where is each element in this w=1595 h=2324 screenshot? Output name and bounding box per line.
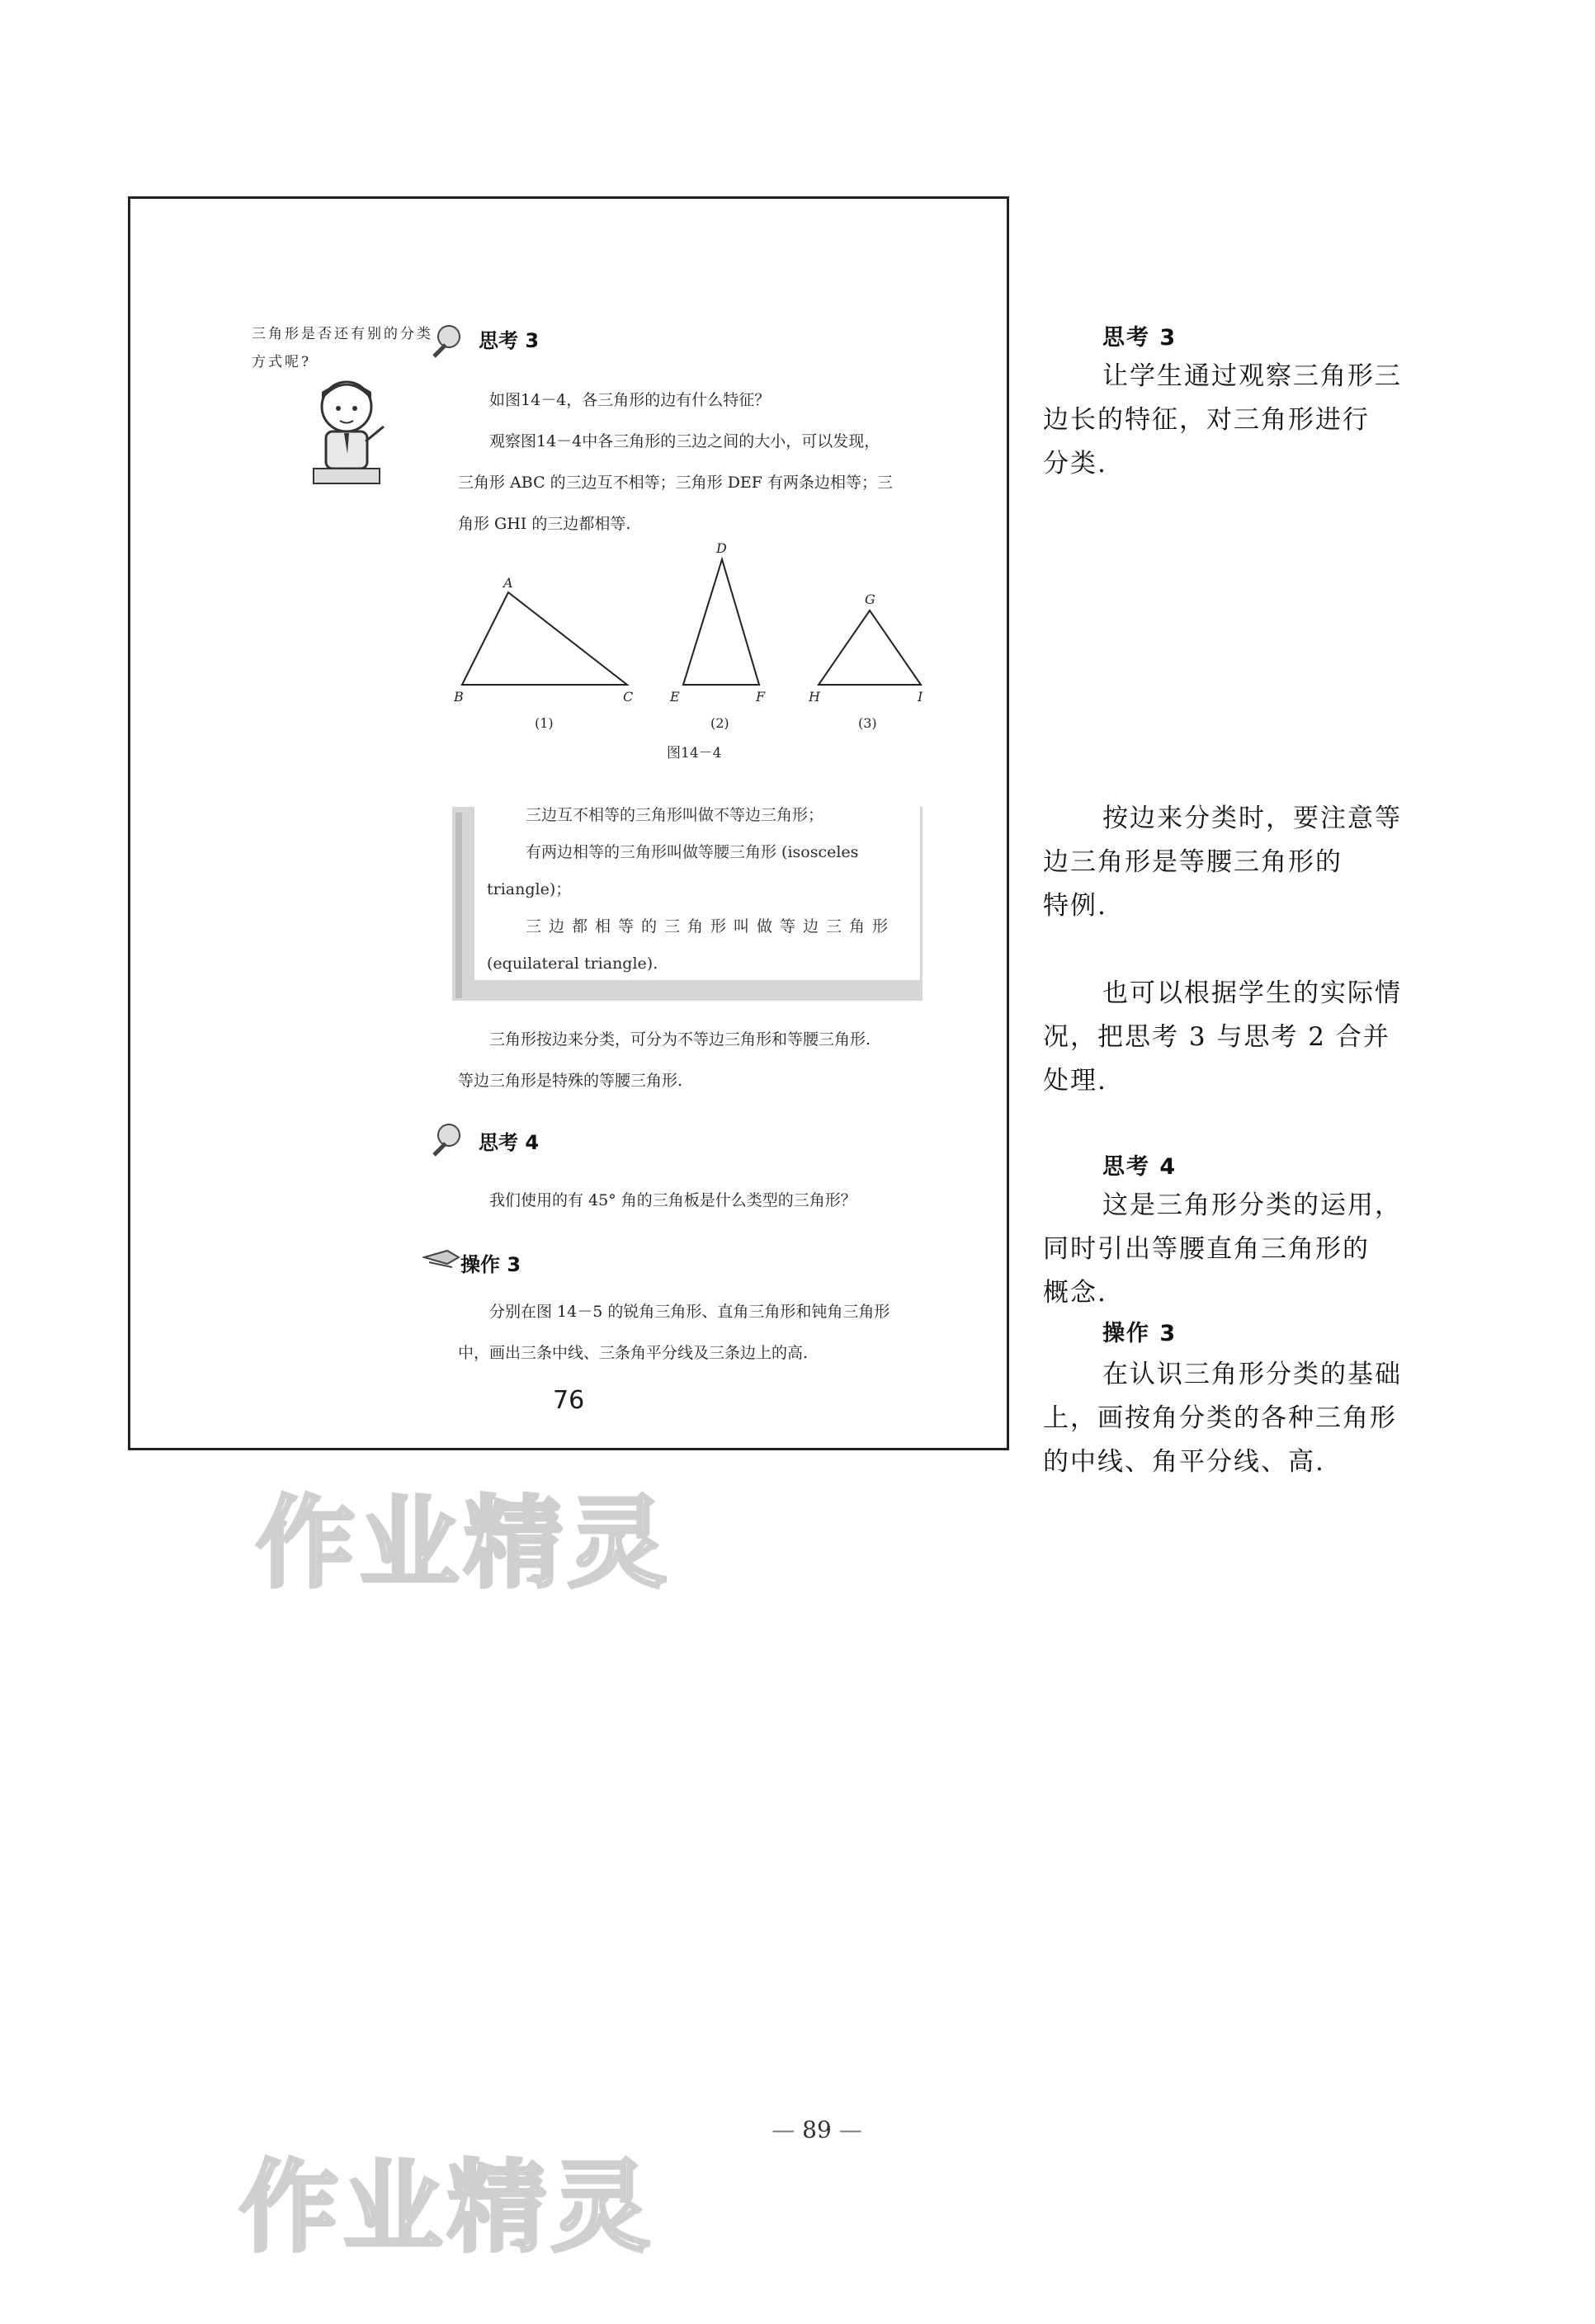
margin-note-line: 特例. xyxy=(1043,891,1107,921)
figure-caption: 图14－4 xyxy=(667,745,722,761)
op3-line-1: 分别在图 14－5 的锐角三角形、直角三角形和钝角三角形 xyxy=(489,1303,890,1321)
margin-note-line: 也可以根据学生的实际情 xyxy=(1102,978,1402,1008)
book-page-number: 76 xyxy=(553,1386,585,1415)
margin-note-think4 xyxy=(1043,1151,1431,1484)
vertex-d: D xyxy=(716,540,727,556)
margin-note-line: 边三角形是等腰三角形的 xyxy=(1043,847,1343,877)
vertex-g: G xyxy=(865,592,875,607)
summary xyxy=(458,1019,953,1101)
def-isosceles-a: 有两边相等的三角形叫做等腰三角形 (isosceles xyxy=(526,843,859,861)
margin-think3-line: 边长的特征，对三角形进行 xyxy=(1043,405,1370,435)
pencil-hand-icon xyxy=(422,1246,460,1269)
think3-observe-1: 观察图14－4中各三角形的三边之间的大小，可以发现， xyxy=(489,432,880,450)
figure-label-3: (3) xyxy=(858,715,877,731)
think3-observe-2: 三角形 ABC 的三边互不相等；三角形 DEF 有两条边相等；三 xyxy=(458,474,894,492)
margin-think3-line: 让学生通过观察三角形三 xyxy=(1102,361,1402,391)
vertex-b: B xyxy=(454,689,464,705)
think3-question: 如图14－4，各三角形的边有什么特征？ xyxy=(489,391,771,409)
think4-heading: 思考 4 xyxy=(479,1131,540,1154)
op3-body xyxy=(458,1291,953,1374)
margin-op3-line: 上，画按角分类的各种三角形 xyxy=(1043,1403,1397,1433)
margin-think4-line: 这是三角形分类的运用， xyxy=(1102,1190,1402,1220)
def-equilateral-b: (equilateral triangle). xyxy=(487,955,658,973)
margin-note-line: 按边来分类时，要注意等 xyxy=(1102,804,1402,833)
vertex-f: F xyxy=(756,689,766,705)
think3-body xyxy=(458,379,953,544)
margin-op3-line: 的中线、角平分线、高. xyxy=(1043,1447,1325,1477)
lightbulb-icon xyxy=(429,1122,462,1158)
footer-page-value: 89 xyxy=(802,2116,832,2143)
definition-box xyxy=(474,797,920,980)
figure-14-4 xyxy=(446,536,957,767)
margin-note-line: 况，把思考 3 与思考 2 合并 xyxy=(1043,1022,1390,1052)
think3-observe-3: 角形 GHI 的三边都相等. xyxy=(458,515,631,533)
figure-label-1: (1) xyxy=(535,715,554,731)
def-equilateral-a: 三边都相等的三角形叫做等边三角形 xyxy=(526,917,896,936)
summary-line-1: 三角形按边来分类，可分为不等边三角形和等腰三角形. xyxy=(489,1030,871,1049)
watermark: 作业精灵 xyxy=(239,2151,655,2265)
triangle-def xyxy=(669,540,766,731)
margin-note-special-case xyxy=(1043,797,1431,928)
op3-heading: 操作 3 xyxy=(460,1253,521,1276)
figure-label-2: (2) xyxy=(710,715,729,731)
triangle-ghi xyxy=(808,592,923,731)
vertex-i: I xyxy=(918,689,923,705)
op3-line-2: 中，画出三条中线、三条角平分线及三条边上的高. xyxy=(458,1344,809,1362)
think3-heading: 思考 3 xyxy=(479,329,540,352)
vertex-a: A xyxy=(503,575,513,591)
margin-think3-line: 分类. xyxy=(1043,449,1107,478)
watermark: 作业精灵 xyxy=(256,1487,672,1601)
vertex-e: E xyxy=(670,689,680,705)
vertex-h: H xyxy=(809,689,820,705)
triangle-abc xyxy=(453,575,633,731)
think4-question: 我们使用的有 45° 角的三角板是什么类型的三角形？ xyxy=(489,1191,856,1209)
footer-page-number: — 89 — xyxy=(772,2116,862,2143)
margin-note-merge xyxy=(1043,972,1431,1103)
margin-note-think3 xyxy=(1043,322,1431,486)
def-isosceles-b: triangle)； xyxy=(487,880,572,898)
margin-op3-line: 在认识三角形分类的基础 xyxy=(1102,1360,1402,1389)
student-cartoon-icon xyxy=(301,375,392,491)
lightbulb-icon xyxy=(429,323,462,360)
margin-op3-heading: 操作 3 xyxy=(1102,1321,1177,1346)
definition-box-bar xyxy=(455,813,462,998)
margin-think4-heading: 思考 4 xyxy=(1102,1154,1177,1180)
margin-think3-heading: 思考 3 xyxy=(1102,325,1177,351)
margin-think4-line: 同时引出等腰直角三角形的 xyxy=(1043,1234,1370,1264)
side-question: 三角形是否还有别的分类方式呢? xyxy=(252,326,433,370)
margin-think4-line: 概念. xyxy=(1043,1278,1107,1308)
summary-line-2: 等边三角形是特殊的等腰三角形. xyxy=(458,1072,683,1090)
vertex-c: C xyxy=(623,689,634,705)
margin-note-line: 处理. xyxy=(1043,1066,1107,1096)
think4-body xyxy=(458,1180,953,1221)
def-scalene: 三边互不相等的三角形叫做不等边三角形； xyxy=(526,806,824,824)
